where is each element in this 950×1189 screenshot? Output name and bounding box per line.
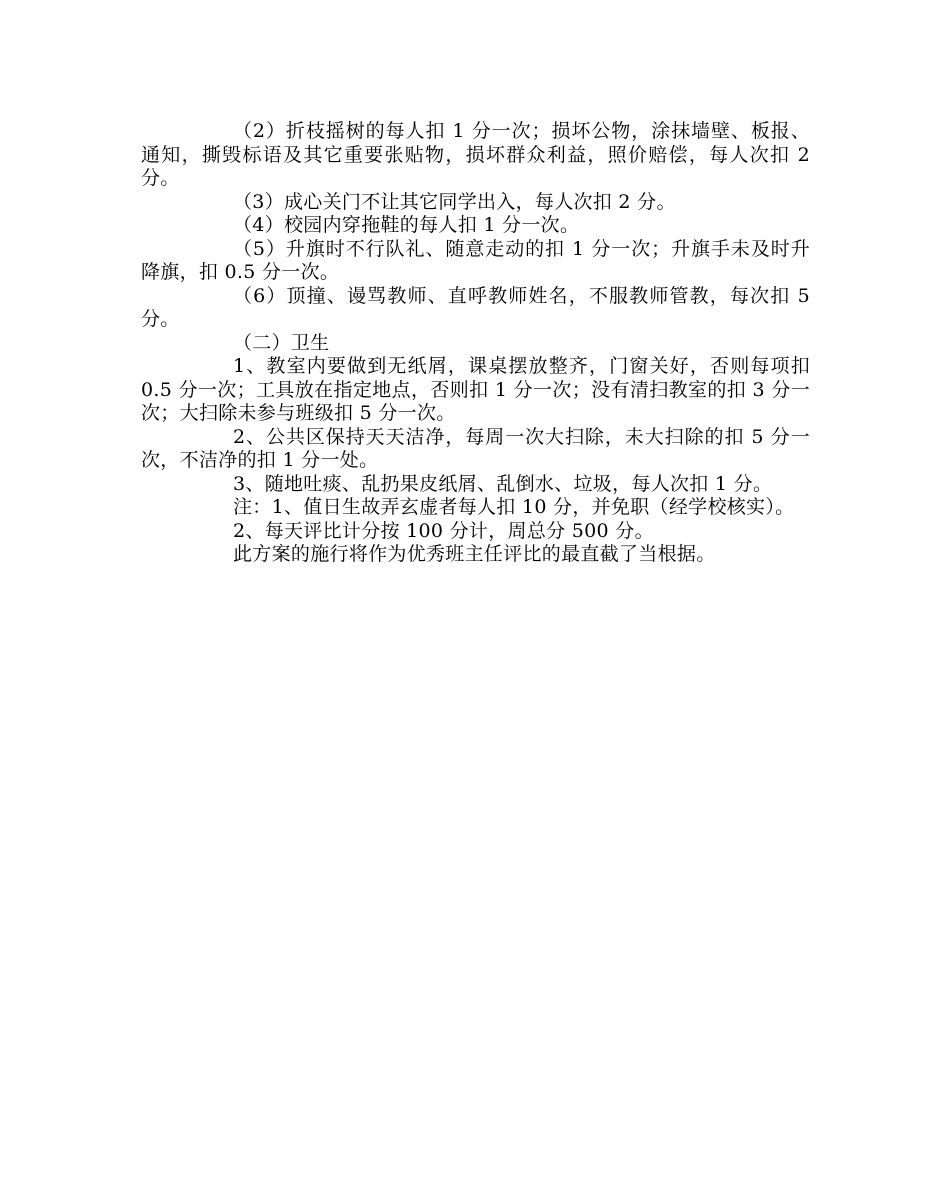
rule-paragraph-5: （5）升旗时不行队礼、随意走动的扣 1 分一次；升旗手未及时升降旗，扣 0.5 分一次。	[141, 237, 810, 283]
hygiene-rule-3: 3、随地吐痰、乱扔果皮纸屑、乱倒水、垃圾，每人次扣 1 分。	[233, 472, 773, 495]
rule-paragraph-3: （3）成心关门不让其它同学出入，每人次扣 2 分。	[233, 190, 676, 213]
document-body	[141, 120, 810, 567]
hygiene-rule-1: 1、教室内要做到无纸屑，课桌摆放整齐，门窗关好，否则每项扣 0.5 分一次；工具放在指定地点，否则扣 1 分一次；没有清扫教室的扣 3 分一次；大扫除未参与班级扣 5 分一次。	[141, 355, 810, 424]
rule-paragraph-4: （4）校园内穿拖鞋的每人扣 1 分一次。	[233, 214, 580, 236]
rule-paragraph-6: （6）顶撞、谩骂教师、直呼教师姓名，不服教师管教，每次扣 5 分。	[141, 284, 810, 330]
closing-statement: 此方案的施行将作为优秀班主任评比的最直截了当根据。	[233, 543, 716, 565]
rule-paragraph-2: （2）折枝摇树的每人扣 1 分一次；损坏公物，涂抹墙壁、板报、通知，撕毁标语及其它重要张贴物，损坏群众利益，照价赔偿，每人次扣 2 分。	[141, 120, 810, 189]
note-2: 2、每天评比计分按 100 分计，周总分 500 分。	[233, 519, 654, 542]
note-1: 注：1、值日生故弄玄虚者每人扣 10 分，并免职（经学校核实）。	[233, 496, 795, 518]
section-heading-hygiene: （二）卫生	[233, 331, 330, 354]
hygiene-rule-2: 2、公共区保持天天洁净，每周一次大扫除，未大扫除的扣 5 分一次，不洁净的扣 1 分一处。	[141, 425, 810, 471]
